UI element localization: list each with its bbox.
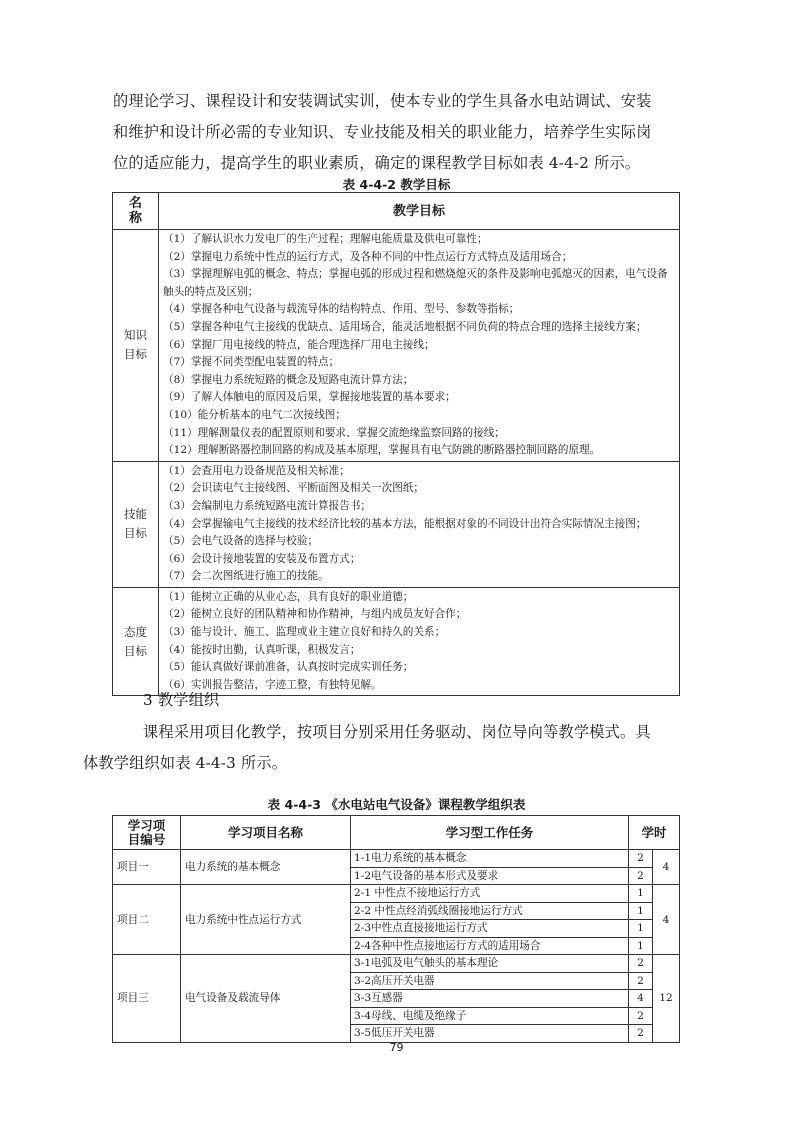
- task-hours: 4: [629, 990, 653, 1008]
- org-line: 课程采用项目化教学，按项目分别采用任务驱动、岗位导向等教学模式。具: [143, 723, 651, 741]
- goal-items: [159, 587, 680, 696]
- goal-item: （7）掌握不同类型配电装置的特点；: [163, 356, 340, 369]
- task-hours: 2: [629, 1025, 653, 1043]
- goal-item: （5）掌握各种电气主接线的优缺点、适用场合，能灵活地根据不同负荷的特点合理的选择主接线方案；: [163, 320, 647, 333]
- task-hours: 1: [629, 885, 653, 903]
- goal-item: （1）能树立正确的从业心态，具有良好的职业道德；: [163, 590, 414, 603]
- project-name: 电力系统中性点运行方式: [181, 885, 351, 955]
- org-paragraph: [83, 717, 683, 779]
- intro-line: 位的适应能力，提高学生的职业素质，确定的课程教学目标如表 4-4-2 所示。: [113, 154, 641, 172]
- goal-item: （6）会设计接地装置的安装及布置方式；: [163, 552, 361, 565]
- header-project-id: 学习项目编号: [113, 816, 181, 850]
- task-name: 2-2 中性点经消弧线圈接地运行方式: [351, 902, 629, 920]
- task-row: [113, 955, 680, 973]
- goal-item: （5）会电气设备的选择与校验；: [163, 535, 319, 548]
- project-id: 项目二: [113, 885, 181, 955]
- project-name: 电气设备及载流导体: [181, 955, 351, 1043]
- task-hours: 2: [629, 867, 653, 885]
- goal-item: （1）了解认识水力发电厂的生产过程；理解电能质量及供电可靠性；: [163, 233, 488, 245]
- goal-item: （2）能树立良好的团队精神和协作精神，与组内成员友好合作；: [163, 608, 467, 621]
- task-name: 3-4母线、电缆及绝缘子: [351, 1007, 629, 1025]
- goal-item: （11）理解测量仪表的配置原则和要求、掌握交流绝缘监察回路的接线；: [163, 426, 505, 439]
- goal-item: （3）会编制电力系统短路电流计算报告书；: [163, 499, 372, 512]
- goal-items: [159, 461, 680, 587]
- goal-row: [113, 230, 680, 462]
- task-name: 3-2高压开关电器: [351, 972, 629, 990]
- table-header-row: [113, 193, 680, 230]
- goal-item: （12）理解断路器控制回路的构成及基本原理，掌握具有电气防跳的断路器控制回路的原理。: [163, 444, 601, 457]
- task-hours: 1: [629, 920, 653, 938]
- goal-item: （3）能与设计、施工、监理或业主建立良好和持久的关系；: [163, 626, 446, 639]
- project-id: 项目一: [113, 850, 181, 885]
- project-total-hours: 12: [653, 955, 680, 1043]
- task-name: 1-1电力系统的基本概念: [351, 850, 629, 868]
- page-number: 79: [389, 1041, 404, 1054]
- task-row: [113, 885, 680, 903]
- goal-item: （3）掌握理解电弧的概念、特点；掌握电弧的形成过程和燃烧熄灭的条件及影响电弧熄灭的因素，电气设备触头的特点及区别；: [163, 268, 668, 298]
- header-task: 学习型工作任务: [351, 816, 629, 850]
- teaching-goals-table: [112, 192, 680, 696]
- task-hours: 1: [629, 902, 653, 920]
- goal-item: （6）掌握厂用电接线的特点，能合理选择厂用电主接线；: [163, 338, 435, 351]
- goal-item: （5）能认真做好课前准备，认真按时完成实训任务；: [163, 661, 414, 674]
- task-hours: 2: [629, 850, 653, 868]
- teaching-organization-table: [112, 815, 680, 1043]
- task-row: [113, 850, 680, 868]
- goal-category: 知识目标: [113, 230, 159, 462]
- task-name: 1-2电气设备的基本形式及要求: [351, 867, 629, 885]
- header-goal: 教学目标: [159, 193, 680, 230]
- task-hours: 2: [629, 955, 653, 973]
- goal-item: （7）会二次图纸进行施工的技能。: [163, 570, 329, 583]
- project-id: 项目三: [113, 955, 181, 1043]
- table-443-caption: 表 4-4-3 《水电站电气设备》课程教学组织表: [267, 797, 526, 812]
- goal-items: [159, 230, 680, 462]
- goal-item: （4）掌握各种电气设备与载流导体的结构特点、作用、型号、参数等指标；: [163, 303, 520, 316]
- goal-row: [113, 587, 680, 696]
- header-name: 名称: [113, 193, 159, 230]
- goal-item: （9）了解人体触电的原因及后果，掌握接地装置的基本要求；: [163, 391, 456, 404]
- goal-item: （10）能分析基本的电气二次接线图；: [163, 408, 346, 421]
- project-name: 电力系统的基本概念: [181, 850, 351, 885]
- project-total-hours: 4: [653, 885, 680, 955]
- goal-item: （4）能按时出勤，认真听课，积极发言；: [163, 643, 361, 656]
- task-name: 2-1 中性点不接地运行方式: [351, 885, 629, 903]
- goal-item: （1）会查用电力设备规范及相关标准；: [163, 464, 350, 477]
- intro-paragraph: [113, 86, 683, 179]
- task-hours: 1: [629, 937, 653, 955]
- intro-line: 和维护和设计所必需的专业知识、专业技能及相关的职业能力，培养学生实际岗: [113, 123, 652, 141]
- goal-row: [113, 461, 680, 587]
- task-name: 2-4各种中性点接地运行方式的适用场合: [351, 937, 629, 955]
- task-hours: 2: [629, 972, 653, 990]
- table-442-caption: 表 4-4-2 教学目标: [342, 177, 451, 192]
- goal-item: （6）实训报告整洁，字迹工整，有独特见解。: [163, 678, 382, 691]
- org-line: 体教学组织如表 4-4-3 所示。: [83, 754, 288, 772]
- intro-line: 的理论学习、课程设计和安装调试实训，使本专业的学生具备水电站调试、安装: [113, 92, 652, 110]
- header-project-name: 学习项目名称: [181, 816, 351, 850]
- goal-item: （8）掌握电力系统短路的概念及短路电流计算方法；: [163, 373, 414, 386]
- goal-item: （2）会识读电气主接线图、平断面图及相关一次图纸；: [163, 482, 424, 495]
- task-name: 3-5低压开关电器: [351, 1025, 629, 1043]
- header-hours: 学时: [629, 816, 680, 850]
- task-name: 3-1电弧及电气触头的基本理论: [351, 955, 629, 973]
- section-heading: 3 教学组织: [143, 691, 220, 709]
- task-name: 2-3中性点直接接地运行方式: [351, 920, 629, 938]
- goal-item: （4）会掌握输电气主接线的技术经济比较的基本方法，能根据对象的不同设计出符合实际情况主接图；: [163, 517, 647, 530]
- goal-item: （2）掌握电力系统中性点的运行方式，及各种不同的中性点运行方式特点及适用场合；: [163, 250, 573, 263]
- goal-category: 技能目标: [113, 461, 159, 587]
- table-header-row: [113, 816, 680, 850]
- project-total-hours: 4: [653, 850, 680, 885]
- task-name: 3-3互感器: [351, 990, 629, 1008]
- goal-category: 态度目标: [113, 587, 159, 696]
- task-hours: 2: [629, 1007, 653, 1025]
